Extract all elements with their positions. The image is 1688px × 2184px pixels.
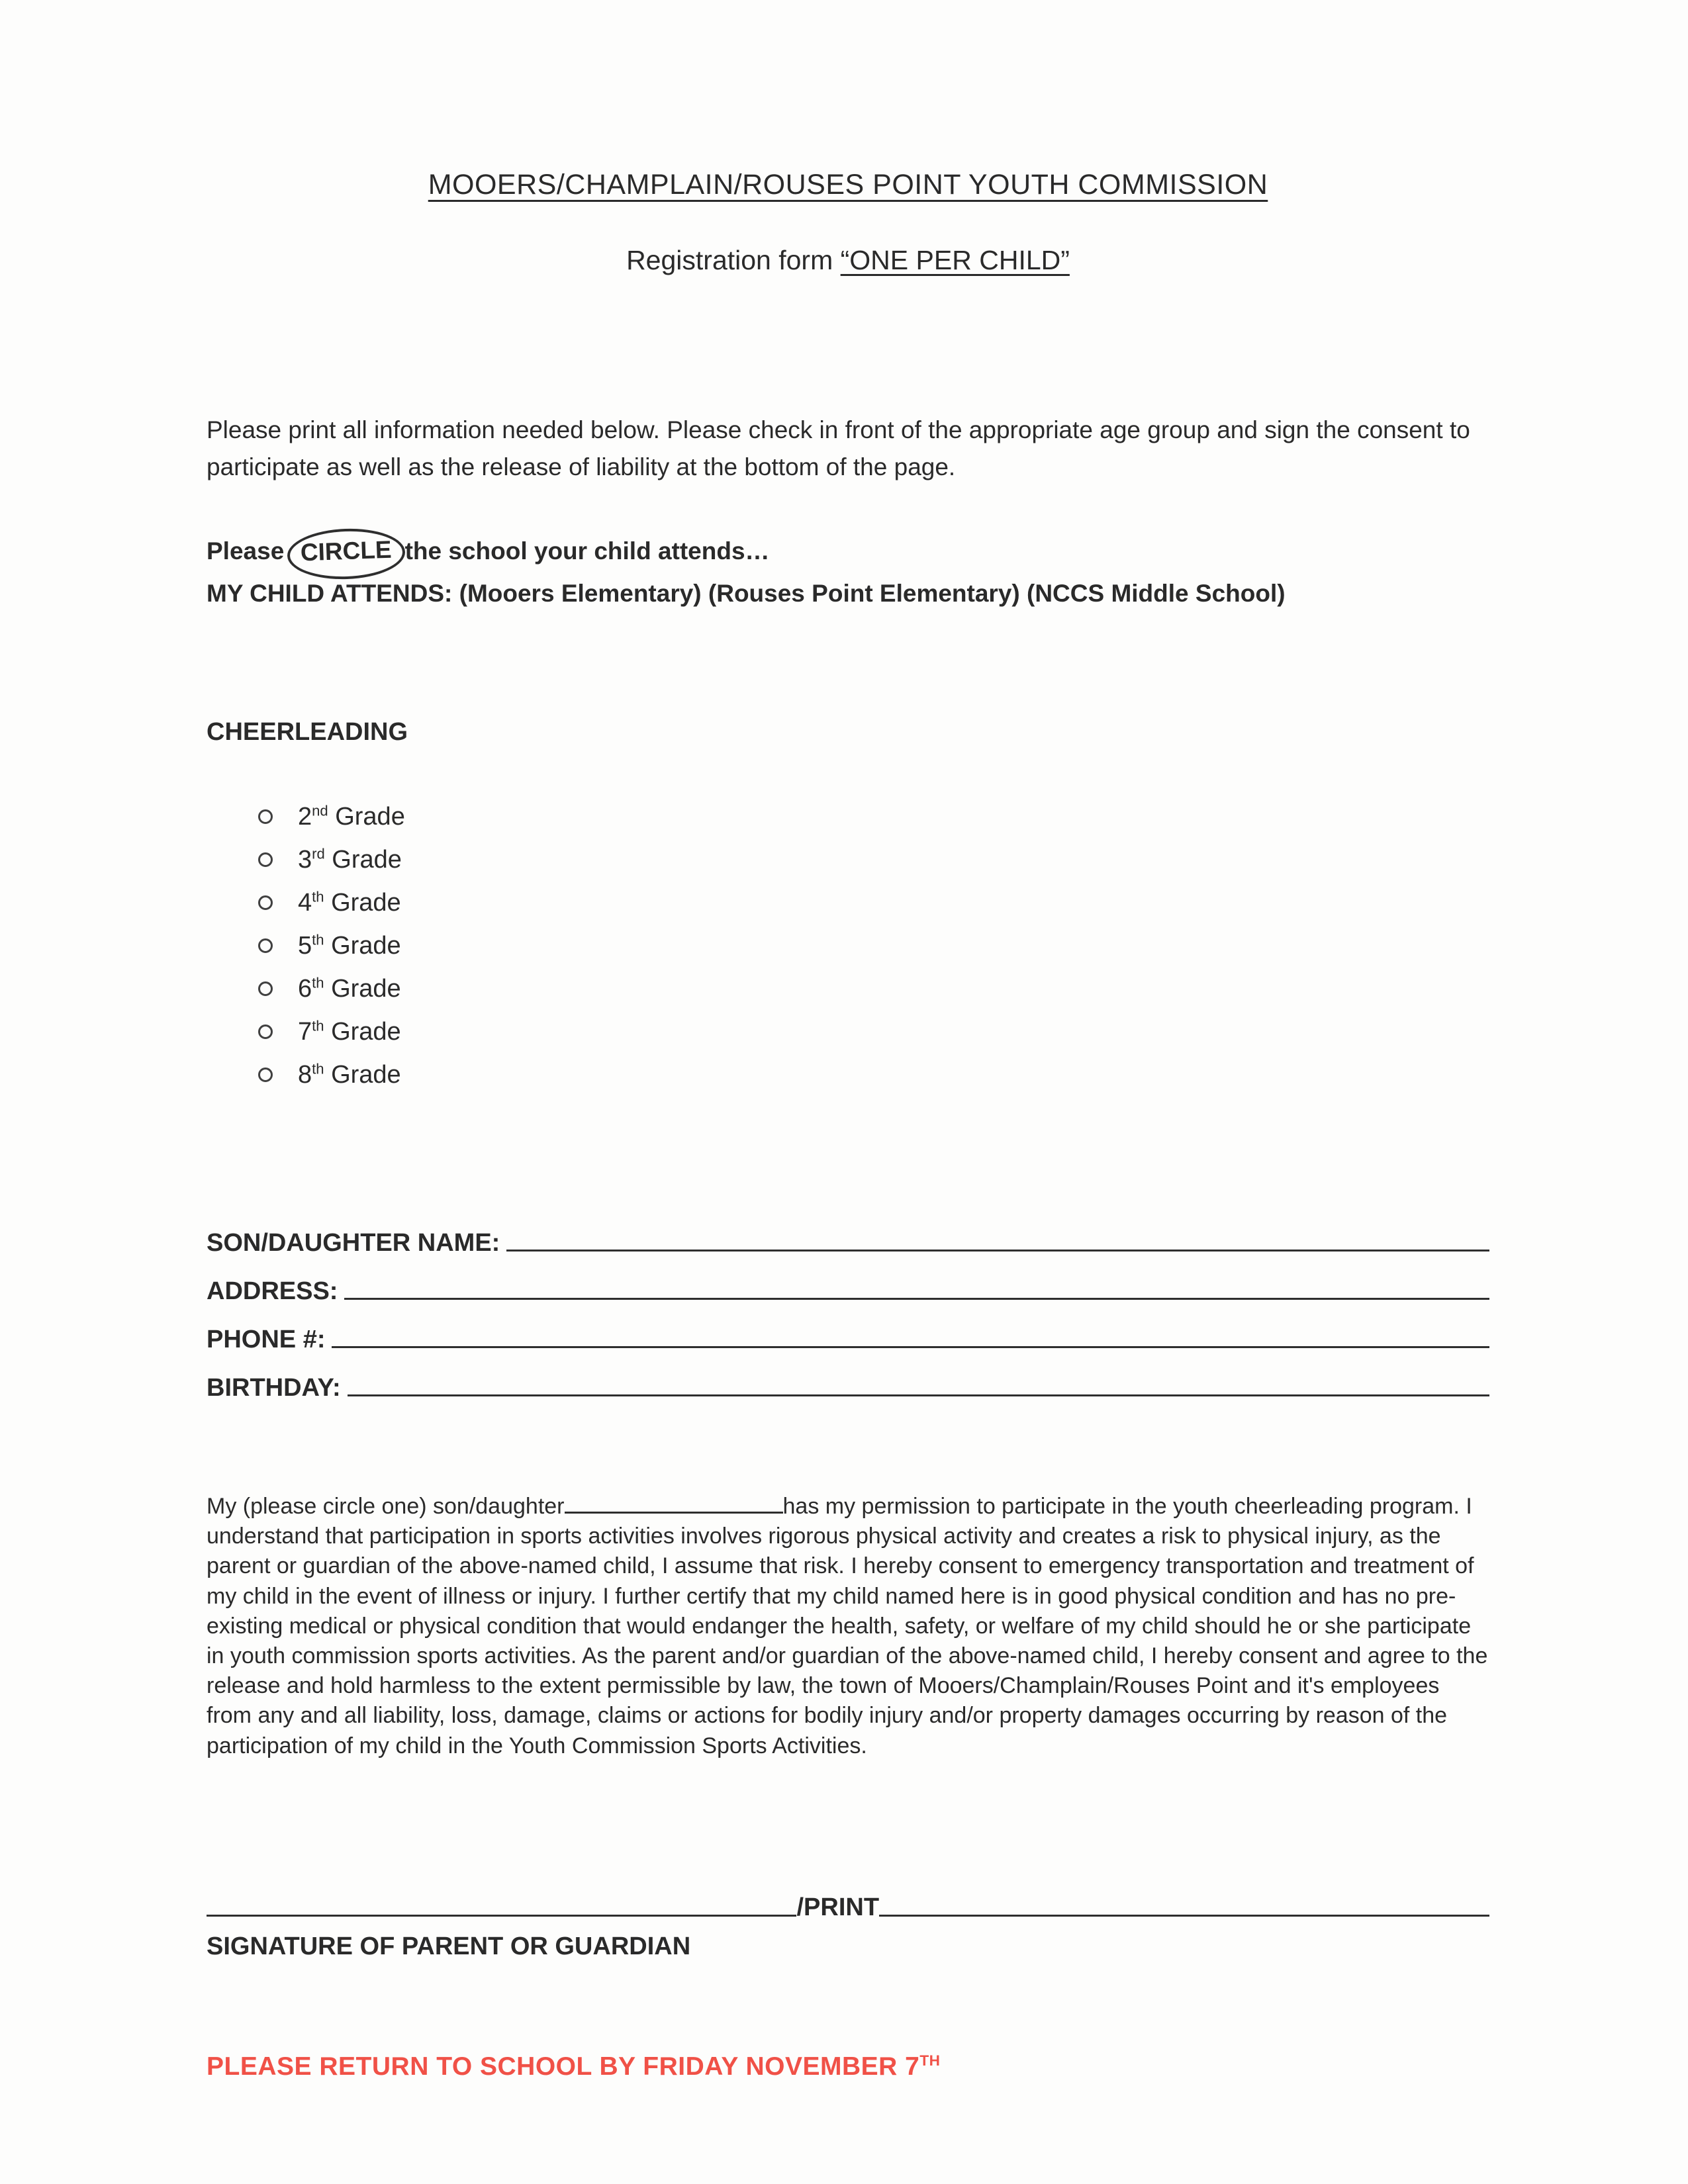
grade-label: 5th Grade xyxy=(298,931,401,960)
grade-option-7th xyxy=(258,1011,1489,1054)
signature-caption: SIGNATURE OF PARENT OR GUARDIAN xyxy=(207,1932,691,1960)
grade-option-4th xyxy=(258,882,1489,925)
grade-label: 3rd Grade xyxy=(298,845,402,874)
field-birthday xyxy=(207,1354,1489,1402)
circle-bullet-icon xyxy=(258,1024,273,1039)
child-attends-line: MY CHILD ATTENDS: (Mooers Elementary) (Rouses Point Elementary) (NCCS Middle School) xyxy=(207,579,1286,607)
grade-label: 2nd Grade xyxy=(298,802,405,831)
circle-bullet-icon xyxy=(258,1068,273,1082)
fill-in-line xyxy=(332,1346,1489,1348)
circle-bullet-icon xyxy=(258,981,273,996)
subtitle-prefix: Registration form xyxy=(626,245,841,275)
grade-option-2nd xyxy=(258,796,1489,839)
field-address xyxy=(207,1257,1489,1306)
circle-instruction-suffix: the school your child attends… xyxy=(398,537,770,565)
circle-instruction-prefix: Please xyxy=(207,537,291,565)
field-label: SON/DAUGHTER NAME: xyxy=(207,1228,500,1257)
grade-label: 6th Grade xyxy=(298,974,401,1003)
fill-in-line xyxy=(344,1298,1489,1300)
consent-paragraph xyxy=(207,1492,1489,1761)
field-phone xyxy=(207,1306,1489,1354)
form-title: MOOERS/CHAMPLAIN/ROUSES POINT YOUTH COMMISSION xyxy=(428,169,1268,201)
fill-in-line xyxy=(506,1250,1489,1251)
signature-row xyxy=(207,1893,1489,1922)
grade-option-8th xyxy=(258,1054,1489,1097)
return-notice-text: PLEASE RETURN TO SCHOOL BY FRIDAY NOVEMBER 7 xyxy=(207,2052,920,2081)
print-label: /PRINT xyxy=(796,1893,880,1921)
form-fields xyxy=(207,1209,1489,1402)
grade-option-6th xyxy=(258,968,1489,1011)
return-notice-ordinal: TH xyxy=(919,2052,941,2069)
grade-label: 4th Grade xyxy=(298,888,401,917)
return-notice xyxy=(207,2052,1489,2081)
field-son-daughter-name xyxy=(207,1209,1489,1257)
grade-option-5th xyxy=(258,925,1489,968)
field-label: ADDRESS: xyxy=(207,1277,338,1305)
intro-paragraph: Please print all information needed below. Please check in front of the appropriate age group and sign the consent to participate as well as the release of liability at the bottom of the page. xyxy=(207,416,1470,480)
grade-option-3rd xyxy=(258,839,1489,882)
circled-word: CIRCLE xyxy=(286,527,405,581)
section-heading-cheerleading: CHEERLEADING xyxy=(207,717,408,746)
circle-bullet-icon xyxy=(258,938,273,953)
subtitle-emphasis: “ONE PER CHILD” xyxy=(840,245,1070,275)
grade-label: 8th Grade xyxy=(298,1060,401,1089)
grade-list xyxy=(207,796,1489,1097)
field-label: PHONE #: xyxy=(207,1325,326,1353)
print-name-line xyxy=(879,1915,1489,1917)
circle-instruction xyxy=(207,531,1489,574)
circle-bullet-icon xyxy=(258,895,273,910)
grade-label: 7th Grade xyxy=(298,1017,401,1046)
child-name-blank xyxy=(565,1512,783,1514)
signature-line xyxy=(207,1915,796,1917)
circle-bullet-icon xyxy=(258,852,273,867)
consent-text-before: My (please circle one) son/daughter xyxy=(207,1493,565,1519)
consent-text-after: has my permission to participate in the youth cheerleading program. I understand that participation in sports activities involves rigorous physical activity and creates a risk to physical injury, as the parent or guardian of the above-named child, I assume that risk. I hereby consent to emergency transportation and treatment of my child in the event of illness or injury. I further certify that my child named here is in good physical condition and has no pre-existing medical or physical condition that would endanger the health, safety, or welfare of my child should he or she participate in youth commission sports activities. As the parent and/or guardian of the above-named child, I hereby consent and agree to the release and hold harmless to the extent permissible by law, the town of Mooers/Champlain/Rouses Point and it's employees from any and all liability, loss, damage, claims or actions for bodily injury and/or property damages occurring by reason of the participation of my child in the Youth Commission Sports Activities. xyxy=(207,1493,1488,1758)
circle-bullet-icon xyxy=(258,809,273,824)
form-subtitle xyxy=(207,245,1489,276)
fill-in-line xyxy=(348,1394,1489,1396)
field-label: BIRTHDAY: xyxy=(207,1373,341,1402)
